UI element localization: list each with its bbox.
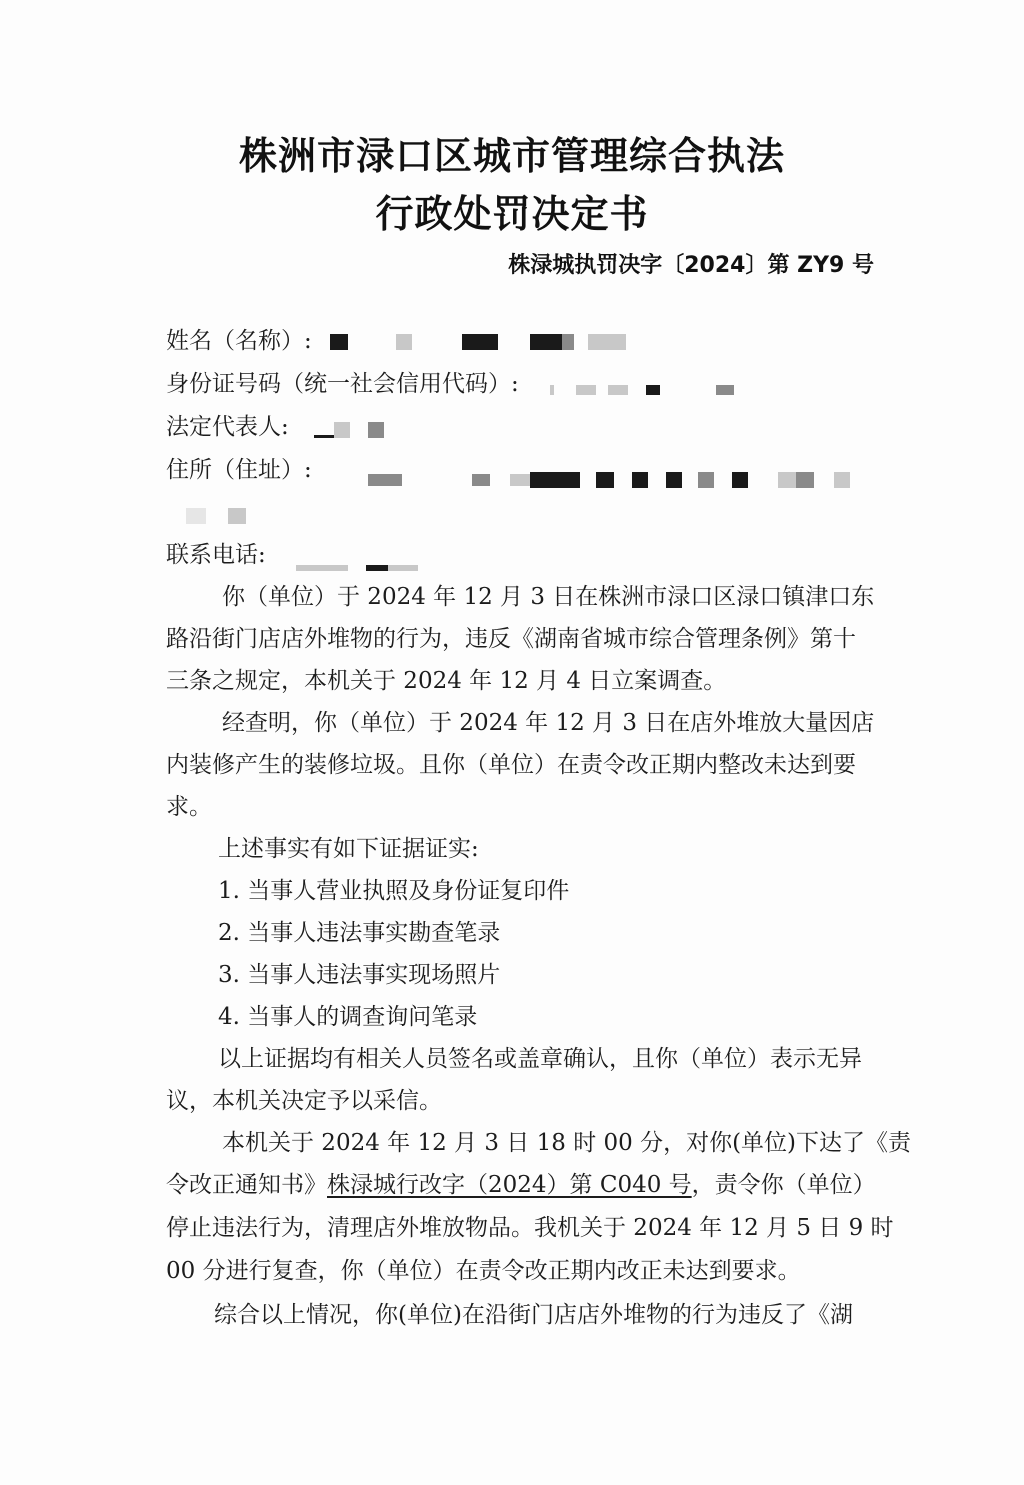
p1-line-1: 你（单位）于 2024 年 12 月 3 日在株洲市渌口区渌口镇津口东: [222, 584, 875, 610]
evidence-item-3: 3. 当事人违法事实现场照片: [218, 962, 501, 988]
representative-label: 法定代表人:: [166, 414, 289, 440]
redacted-address: [368, 472, 850, 488]
redacted-phone: [296, 560, 418, 576]
p5-line-4: 00 分进行复查，你（单位）在责令改正期内改正未达到要求。: [166, 1258, 801, 1284]
title-line-1: 株洲市渌口区城市管理综合执法: [238, 134, 785, 178]
evidence-item-2: 2. 当事人违法事实勘查笔录: [218, 920, 501, 946]
name-label: 姓名（名称）:: [166, 328, 312, 354]
title-line-2: 行政处罚决定书: [375, 192, 649, 236]
p2-line-1: 经查明，你（单位）于 2024 年 12 月 3 日在店外堆放大量因店: [222, 710, 875, 736]
p5-line-2: [166, 1170, 876, 1200]
redacted-representative: [314, 421, 384, 438]
redacted-address-line-2: [186, 508, 246, 524]
phone-label: 联系电话:: [166, 542, 266, 568]
id-label: 身份证号码（统一社会信用代码）:: [166, 371, 519, 397]
evidence-item-1: 1. 当事人营业执照及身份证复印件: [218, 878, 570, 904]
p5-line-2c: ，责令你（单位）: [691, 1172, 876, 1198]
document-number: 株渌城执罚决字〔2024〕第 ZY9 号: [508, 253, 874, 278]
p5-line-3: 停止违法行为，清理店外堆放物品。我机关于 2024 年 12 月 5 日 9 时: [166, 1215, 894, 1241]
p5-line-1: 本机关于 2024 年 12 月 3 日 18 时 00 分，对你(单位)下达了《责: [222, 1130, 912, 1156]
redacted-name: [330, 334, 626, 350]
p2-line-3: 求。: [166, 794, 212, 820]
p5-line-2a: 令改正通知书》: [166, 1172, 327, 1198]
evidence-item-4: 4. 当事人的调查询问笔录: [218, 1004, 478, 1030]
p4-line-1: 以上证据均有相关人员签名或盖章确认，且你（单位）表示无异: [218, 1046, 862, 1072]
correction-notice-number: 株渌城行改字（2024）第 C040 号: [327, 1172, 692, 1198]
p4-line-2: 议，本机关决定予以采信。: [166, 1088, 442, 1114]
address-label: 住所（住址）:: [166, 457, 312, 483]
p1-line-3: 三条之规定，本机关于 2024 年 12 月 4 日立案调查。: [166, 668, 727, 694]
p1-line-2: 路沿街门店店外堆物的行为，违反《湖南省城市综合管理条例》第十: [166, 626, 856, 652]
evidence-intro: 上述事实有如下证据证实:: [218, 836, 479, 862]
p6-line-1: 综合以上情况，你(单位)在沿街门店店外堆物的行为违反了《湖: [214, 1302, 853, 1328]
redacted-id: [550, 382, 734, 398]
p2-line-2: 内装修产生的装修垃圾。且你（单位）在责令改正期内整改未达到要: [166, 752, 856, 778]
